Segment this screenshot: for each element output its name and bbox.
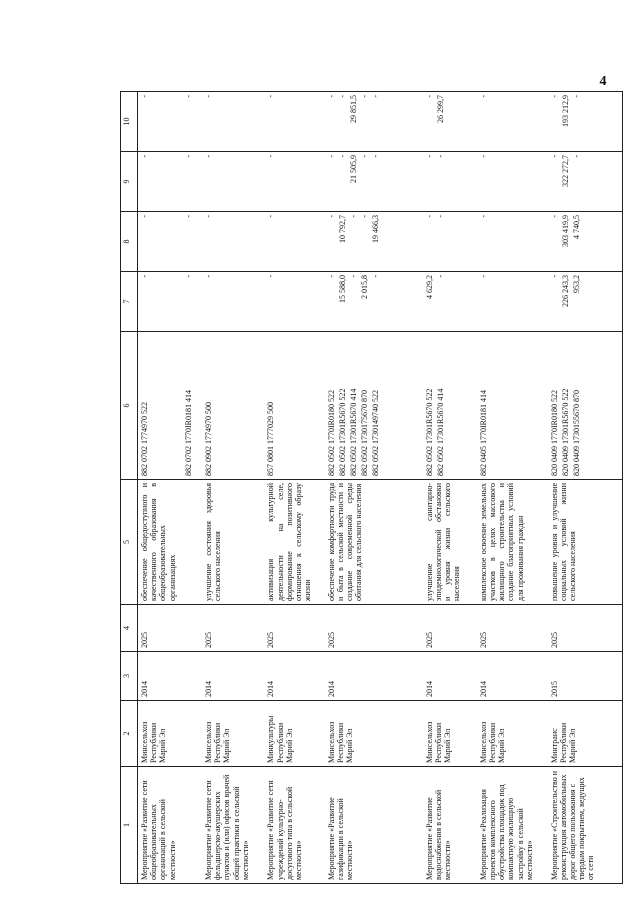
cell-c5: обеспечение комфортности труда и быта в сельской местности и создание современной среды обитания для сельского населения	[325, 480, 423, 605]
cell-c9	[477, 152, 548, 212]
amount-value: -	[204, 95, 214, 98]
amount-value: 303 419,9	[560, 215, 570, 247]
header-cell: 9	[121, 152, 138, 212]
amount-value: -	[435, 215, 445, 218]
cell-c2: Минсельхоз Республики Марий Эл	[477, 701, 548, 767]
cell-c7	[264, 272, 324, 332]
table-row	[138, 92, 203, 884]
amount-value: -	[326, 215, 336, 218]
cell-c2: Минсельхоз Республики Марий Эл	[202, 701, 264, 767]
cell-c1: Мероприятие «Реализация проектов комплексного обустройства площадок под компактную жилищную застройку в сельской местности»	[477, 767, 548, 884]
amount-value: -	[140, 95, 149, 98]
cell-c8	[548, 212, 623, 272]
cell-c3: 2014	[138, 652, 203, 701]
budget-code: 882 0502 17301R5670 522	[424, 388, 434, 476]
cell-c9	[548, 152, 623, 212]
table-row	[423, 92, 477, 884]
amount-value	[151, 275, 162, 328]
budget-code: 857 0801 1777029 500	[266, 402, 276, 476]
cell-c1: Мероприятие «Развитие газификации в сельской местности»	[325, 767, 423, 884]
header-cell: 1	[121, 767, 138, 884]
amount-value: -	[359, 155, 369, 158]
amount-value: -	[571, 155, 581, 158]
page-number: 4	[599, 74, 607, 89]
cell-c2: Минсельхоз Республики Марий Эл	[325, 701, 423, 767]
budget-code	[173, 335, 184, 476]
amount-value: -	[478, 155, 488, 158]
amount-value: 953,2	[571, 275, 581, 293]
amount-value: -	[184, 215, 193, 218]
header-cell: 4	[121, 605, 138, 652]
cell-c4: 2025	[138, 605, 203, 652]
amount-value: 29 851,5	[348, 95, 358, 123]
budget-code: 882 0702 1770IR0181 414	[184, 390, 193, 476]
cell-c7	[325, 272, 423, 332]
header-cell: 3	[121, 652, 138, 701]
amount-value: -	[571, 95, 581, 98]
budget-code: 882 0502 1730149740 522	[370, 390, 380, 476]
amount-value: -	[266, 155, 276, 158]
cell-c5: улучшение состояния здоровья сельского населения	[202, 480, 264, 605]
cell-c4: 2025	[202, 605, 264, 652]
table-row	[325, 92, 423, 884]
cell-c10	[264, 92, 324, 152]
cell-c10	[477, 92, 548, 152]
cell-c2: Минсельхоз Республики Марий Эл	[423, 701, 477, 767]
amount-value: 21 505,9	[348, 155, 358, 183]
cell-c3: 2014	[423, 652, 477, 701]
amount-value: 193 212,9	[560, 95, 570, 127]
cell-c6	[264, 332, 324, 480]
cell-c5: повышение уровня и улучшение социальных условий жизни сельского населения	[548, 480, 623, 605]
amount-value	[151, 95, 162, 148]
cell-c10	[325, 92, 423, 152]
cell-c7	[202, 272, 264, 332]
cell-c5: активизация культурной деятельности на селе, формирование позитивного отношения к сельскому образу жизни	[264, 480, 324, 605]
amount-value: -	[326, 95, 336, 98]
cell-c7	[423, 272, 477, 332]
cell-c8	[264, 212, 324, 272]
amount-value: -	[359, 95, 369, 98]
amount-value: -	[266, 275, 276, 278]
cell-c6	[548, 332, 623, 480]
cell-c6	[325, 332, 423, 480]
amount-value: -	[266, 95, 276, 98]
amount-value: -	[348, 215, 358, 218]
amount-value: -	[359, 215, 369, 218]
cell-c4: 2025	[423, 605, 477, 652]
amount-value: -	[326, 155, 336, 158]
cell-c1: Мероприятие «Развитие сети общеобразовательных организаций в сельской местности»	[138, 767, 203, 884]
cell-c4: 2025	[325, 605, 423, 652]
header-cell: 10	[121, 92, 138, 152]
amount-value: -	[549, 215, 559, 218]
cell-c2: Минтранс Республики Марий Эл	[548, 701, 623, 767]
amount-value: -	[478, 95, 488, 98]
amount-value: -	[337, 95, 347, 98]
cell-c9	[325, 152, 423, 212]
cell-c9	[423, 152, 477, 212]
cell-c9	[202, 152, 264, 212]
cell-c10	[548, 92, 623, 152]
cell-c3: 2014	[202, 652, 264, 701]
budget-code: 882 0702 1774970 522	[140, 402, 149, 476]
amount-value: -	[184, 95, 193, 98]
budget-code: 882 0502 17301R5670 414	[348, 388, 358, 476]
cell-c10	[423, 92, 477, 152]
cell-c3: 2015	[548, 652, 623, 701]
budget-code: 820 0409 1770IR0180 522	[549, 390, 559, 476]
amount-value: -	[184, 275, 193, 278]
header-cell: 6	[121, 332, 138, 480]
amount-value: 15 588,0	[337, 275, 347, 303]
amount-value: -	[424, 155, 434, 158]
cell-c6	[202, 332, 264, 480]
amount-value: 4 740,5	[571, 215, 581, 239]
cell-c3: 2014	[264, 652, 324, 701]
cell-c3: 2014	[325, 652, 423, 701]
amount-value: -	[549, 155, 559, 158]
amount-value: -	[370, 155, 380, 158]
cell-c1: Мероприятие «Развитие сети учреждений культурно-досугового типа в сельской местности»	[264, 767, 324, 884]
cell-c7	[548, 272, 623, 332]
amount-value	[162, 215, 173, 268]
table-body	[138, 92, 623, 884]
amount-value: -	[348, 275, 358, 278]
table-row	[264, 92, 324, 884]
table-row	[477, 92, 548, 884]
amount-value	[173, 215, 184, 268]
amount-value	[162, 155, 173, 208]
amount-value: -	[478, 215, 488, 218]
amount-value: -	[370, 95, 380, 98]
table-row	[548, 92, 623, 884]
cell-c1: Мероприятие «Строительство и реконструкция автомобильных дорог общего пользования с твердым покрытием, ведущих от сети	[548, 767, 623, 884]
cell-c5: комплексное освоение земельных участков в целях массового жилищного строительства и создание благоприятных условий для проживания граждан	[477, 480, 548, 605]
amount-value	[151, 215, 162, 268]
cell-c2: Минсельхоз Республики Марий Эл	[138, 701, 203, 767]
rotated-table-container	[120, 92, 623, 884]
program-activities-table	[120, 91, 623, 884]
cell-c8	[423, 212, 477, 272]
cell-c6	[423, 332, 477, 480]
cell-c7	[477, 272, 548, 332]
cell-c4: 2025	[548, 605, 623, 652]
cell-c6	[138, 332, 203, 480]
cell-c8	[138, 212, 203, 272]
amount-value: 10 792,7	[337, 215, 347, 243]
budget-code: 882 0902 1774970 500	[204, 402, 214, 476]
amount-value: 19 466,3	[370, 215, 380, 243]
amount-value: 26 299,7	[435, 95, 445, 123]
amount-value: -	[204, 155, 214, 158]
budget-code: 820 0409 1730155670 870	[571, 390, 581, 476]
cell-c8	[477, 212, 548, 272]
header-cell: 5	[121, 480, 138, 605]
amount-value: -	[184, 155, 193, 158]
amount-value	[151, 155, 162, 208]
amount-value: -	[140, 215, 149, 218]
cell-c4: 2025	[264, 605, 324, 652]
amount-value: 322 272,7	[560, 155, 570, 187]
amount-value: -	[266, 215, 276, 218]
budget-code	[162, 335, 173, 476]
amount-value: -	[435, 275, 445, 278]
budget-code: 882 0502 17301R5670 522	[337, 388, 347, 476]
cell-c6	[477, 332, 548, 480]
amount-value: 2 015,8	[359, 275, 369, 299]
amount-value: -	[424, 95, 434, 98]
header-cell: 7	[121, 272, 138, 332]
amount-value: -	[140, 275, 149, 278]
header-cell: 2	[121, 701, 138, 767]
cell-c7	[138, 272, 203, 332]
amount-value: -	[549, 95, 559, 98]
cell-c10	[138, 92, 203, 152]
amount-value: -	[140, 155, 149, 158]
budget-code: 820 0409 17301R5670 522	[560, 388, 570, 476]
amount-value: -	[549, 275, 559, 278]
amount-value: -	[204, 275, 214, 278]
cell-c1: Мероприятие «Развитие водоснабжения в сельской местности»	[423, 767, 477, 884]
cell-c8	[202, 212, 264, 272]
amount-value	[162, 275, 173, 328]
amount-value: -	[204, 215, 214, 218]
cell-c10	[202, 92, 264, 152]
budget-code: 882 0502 17301R5670 414	[435, 388, 445, 476]
budget-code: 882 0502 1770IR0180 522	[326, 390, 336, 476]
budget-code	[151, 335, 162, 476]
cell-c4: 2025	[477, 605, 548, 652]
amount-value: -	[326, 275, 336, 278]
amount-value: -	[370, 275, 380, 278]
cell-c5: обеспечение общедоступного и качественного образования в общеобразовательных организациях	[138, 480, 203, 605]
amount-value: 4 629,2	[424, 275, 434, 299]
amount-value: -	[424, 215, 434, 218]
header-cell: 8	[121, 212, 138, 272]
amount-value: -	[337, 155, 347, 158]
cell-c1: Мероприятие «Развитие сети фельдшерско-акушерских пунктов и (или) офисов врачей общей практики в сельской местности»	[202, 767, 264, 884]
cell-c2: Минкультуры Республики Марий Эл	[264, 701, 324, 767]
amount-value	[162, 95, 173, 148]
amount-value: 226 243,3	[560, 275, 570, 307]
amount-value	[173, 155, 184, 208]
budget-code: 882 0502 1730175670 870	[359, 390, 369, 476]
header-row	[121, 92, 138, 884]
budget-code: 882 0405 1770IR0181 414	[478, 390, 488, 476]
cell-c9	[138, 152, 203, 212]
cell-c9	[264, 152, 324, 212]
amount-value: -	[478, 275, 488, 278]
amount-value	[173, 95, 184, 148]
cell-c8	[325, 212, 423, 272]
table-row	[202, 92, 264, 884]
cell-c5: улучшение санитарно-эпидемиологической обстановки и уровня жизни сельского населения	[423, 480, 477, 605]
amount-value: -	[435, 155, 445, 158]
cell-c3: 2014	[477, 652, 548, 701]
amount-value	[173, 275, 184, 328]
